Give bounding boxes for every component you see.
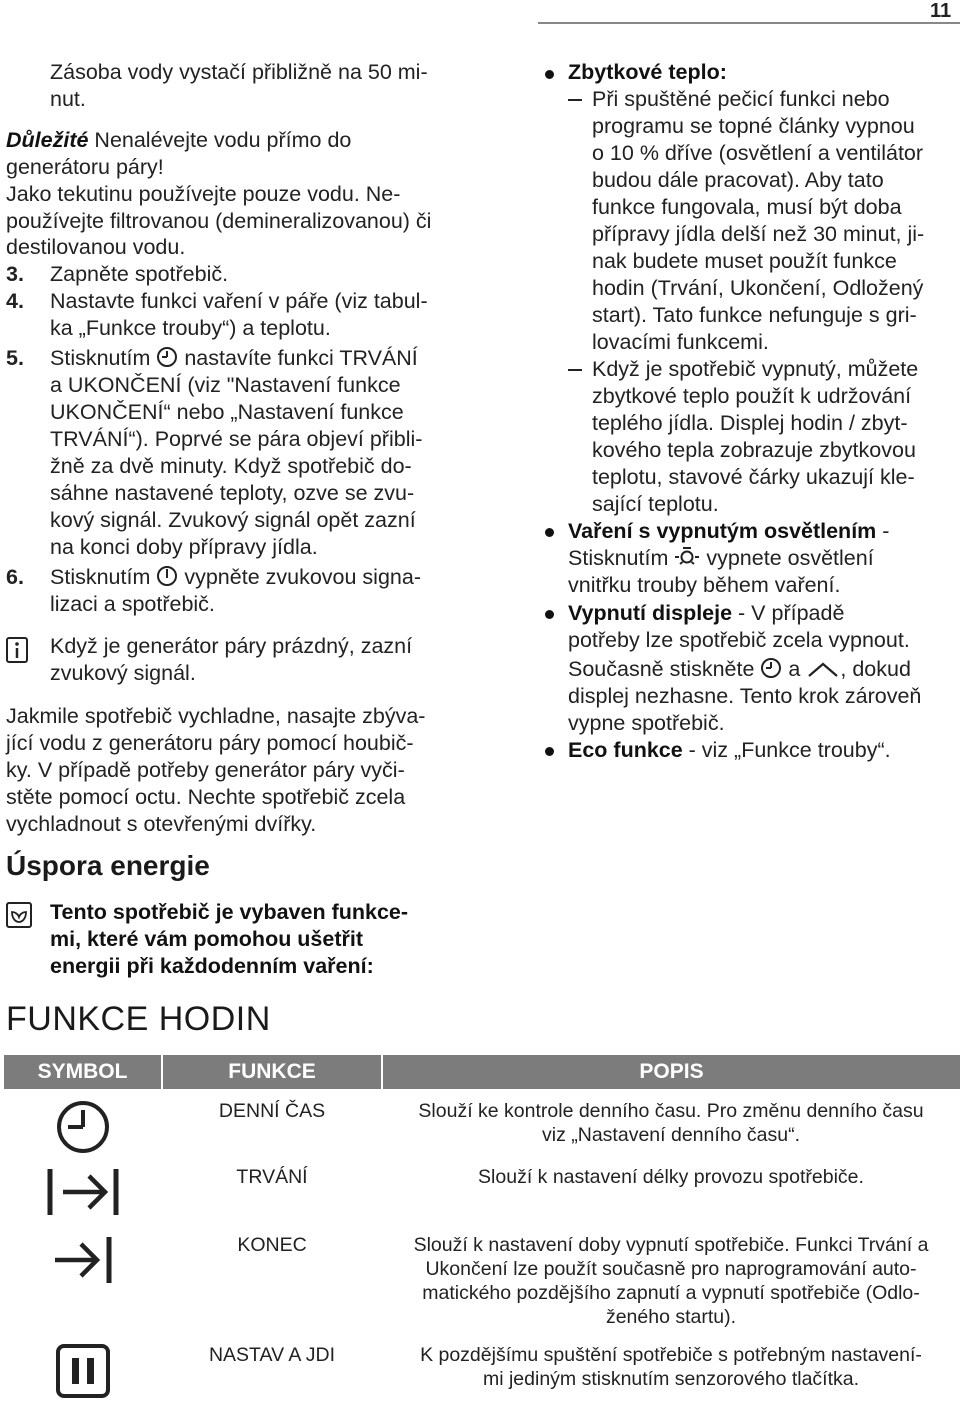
residual-line: start). Tato funkce nefunguje s gri- bbox=[592, 303, 917, 327]
important-note-line: generátoru páry! bbox=[6, 155, 164, 179]
step-text-line: Stisknutím nastavíte funkci TRVÁNÍ bbox=[50, 346, 418, 370]
residual-line: funkce fungovala, musí být doba bbox=[592, 195, 902, 219]
water-text-line: Zásoba vody vystačí přibližně na 50 mi- bbox=[50, 60, 428, 84]
power-icon bbox=[156, 565, 178, 587]
residual-line: kového tepla zobrazuje zbytkovou bbox=[592, 438, 916, 462]
step-number: 3. bbox=[6, 262, 24, 286]
page-number: 11 bbox=[930, 0, 952, 22]
display-off-line: displej nezhasne. Tento krok zároveň bbox=[568, 684, 922, 708]
important-note-line: používejte filtrovanou (demineralizovanou) či bbox=[6, 209, 432, 233]
info-note-line: zvukový signál. bbox=[50, 661, 196, 685]
energy-note-line: Tento spotřebič je vybaven funkce- bbox=[50, 900, 409, 924]
cooldown-line: ky. V případě potřeby generátor páry vyči- bbox=[6, 758, 405, 782]
bullet-dot bbox=[545, 610, 554, 619]
cooldown-line: vychladnout s otevřenými dvířky. bbox=[6, 812, 317, 836]
step-text: sáhne nastavené teploty, ozve se zvu- bbox=[50, 481, 415, 505]
step-text-line: Stisknutím vypněte zvukovou signa- bbox=[50, 565, 421, 589]
description-cell: Slouží ke kontrole denního času. Pro změnu denního času viz „Nastavení denního času“. bbox=[382, 1090, 960, 1156]
symbol-cell bbox=[4, 1156, 162, 1224]
function-cell: KONEC bbox=[162, 1224, 382, 1334]
cooldown-line: jící vodu z generátoru páry pomocí houbič- bbox=[6, 731, 414, 755]
header-rule bbox=[538, 22, 960, 24]
step-text: na konci doby přípravy jídla. bbox=[50, 535, 318, 559]
time-delay-icon bbox=[55, 1343, 111, 1399]
energy-note-line: energii při každodenním vaření: bbox=[50, 954, 374, 978]
important-note-line: Důležité Nenalévejte vodu přímo do bbox=[6, 128, 352, 152]
step-number: 5. bbox=[6, 346, 24, 370]
residual-line: o 10 % dříve (osvětlení a ventilátor bbox=[592, 141, 924, 165]
info-note-line: Když je generátor páry prázdný, zazní bbox=[50, 634, 413, 658]
chevron-up-icon bbox=[806, 659, 840, 679]
info-icon bbox=[6, 637, 28, 663]
step-text: kový signál. Zvukový signál opět zazní bbox=[50, 508, 416, 532]
table-row bbox=[4, 1090, 960, 1156]
bullet-dot bbox=[545, 528, 554, 537]
display-off-line: potřeby lze spotřebič zcela vypnout. bbox=[568, 628, 910, 652]
important-label: Důležité bbox=[6, 128, 89, 152]
dash-marker bbox=[568, 369, 582, 371]
energy-heading: Úspora energie bbox=[6, 850, 210, 881]
col-header-symbol: SYMBOL bbox=[4, 1055, 162, 1090]
residual-line: budou dále pracovat). Aby tato bbox=[592, 168, 884, 192]
function-cell: NASTAV A JDI bbox=[162, 1334, 382, 1403]
symbol-cell bbox=[4, 1224, 162, 1334]
step-text: Zapněte spotřebič. bbox=[50, 262, 229, 286]
description-cell: K pozdějšímu spuštění spotřebiče s potřebným nastavení- mi jediným stisknutím senzorového tlačítka. bbox=[382, 1334, 960, 1403]
end-icon bbox=[51, 1233, 115, 1287]
step-text: ka „Funkce trouby“) a teplotu. bbox=[50, 316, 331, 340]
table-row bbox=[4, 1334, 960, 1403]
display-off-title-line: Vypnutí displeje - V případě bbox=[568, 601, 845, 625]
description-cell: Slouží k nastavení doby vypnutí spotřebiče. Funkci Trvání a Ukončení lze použít současně pro naprogramování auto- matického pozdějšího zapnutí a vypnutí spotřebiče (Odlo- ženého startu). bbox=[382, 1224, 960, 1334]
display-off-line: Současně stiskněte a , dokud bbox=[568, 657, 911, 681]
step-number: 4. bbox=[6, 289, 24, 313]
col-header-function: FUNKCE bbox=[162, 1055, 382, 1090]
clock-functions-heading: FUNKCE HODIN bbox=[6, 1000, 271, 1038]
clock-icon bbox=[156, 346, 178, 368]
cooldown-line: stěte pomocí octu. Nechte spotřebič zcela bbox=[6, 785, 406, 809]
step-text: lizaci a spotřebič. bbox=[50, 592, 215, 616]
important-note-line: destilovanou vodu. bbox=[6, 235, 186, 259]
table-row bbox=[4, 1224, 960, 1334]
residual-line: Při spuštěné pečicí funkci nebo bbox=[592, 87, 890, 111]
description-cell: Slouží k nastavení délky provozu spotřebiče. bbox=[382, 1156, 960, 1224]
residual-line: teplého jídla. Displej hodin / zbyt- bbox=[592, 411, 908, 435]
residual-heat-title: Zbytkové teplo: bbox=[568, 60, 727, 84]
clock-icon bbox=[760, 657, 782, 679]
step-text: UKONČENÍ“ nebo „Nastavení funkce bbox=[50, 400, 404, 424]
cooldown-line: Jakmile spotřebič vychladne, nasajte zbýva- bbox=[6, 704, 426, 728]
energy-note-line: mi, které vám pomohou ušetřit bbox=[50, 927, 364, 951]
step-text: Nastavte funkci vaření v páře (viz tabul- bbox=[50, 289, 428, 313]
bullet-dot bbox=[545, 70, 554, 79]
clock-functions-table bbox=[4, 1055, 960, 1403]
residual-line: lovacími funkcemi. bbox=[592, 330, 769, 354]
residual-line: sající teplotu. bbox=[592, 492, 719, 516]
function-cell: TRVÁNÍ bbox=[162, 1156, 382, 1224]
residual-line: programu se topné články vypnou bbox=[592, 114, 915, 138]
display-off-line: vypne spotřebič. bbox=[568, 711, 725, 735]
bullet-dot bbox=[545, 747, 554, 756]
step-text: a UKONČENÍ (viz "Nastavení funkce bbox=[50, 373, 401, 397]
residual-line: Když je spotřebič vypnutý, můžete bbox=[592, 357, 919, 381]
residual-line: nak budete muset použít funkce bbox=[592, 249, 897, 273]
residual-line: zbytkové teplo použít k udržování bbox=[592, 384, 912, 408]
function-cell: DENNÍ ČAS bbox=[162, 1090, 382, 1156]
lamp-icon bbox=[674, 546, 700, 568]
eco-leaf-icon bbox=[6, 902, 32, 928]
residual-line: přípravy jídla delší než 30 minut, ji- bbox=[592, 222, 925, 246]
duration-icon bbox=[45, 1165, 121, 1219]
residual-line: teplotu, stavové čárky ukazují kle- bbox=[592, 465, 915, 489]
important-note-line: Jako tekutinu používejte pouze vodu. Ne- bbox=[6, 182, 401, 206]
eco-function-line: Eco funkce - viz „Funkce trouby“. bbox=[568, 738, 891, 762]
step-text: TRVÁNÍ“). Poprvé se pára objeví přibli- bbox=[50, 427, 423, 451]
residual-line: hodin (Trvání, Ukončení, Odložený bbox=[592, 276, 924, 300]
step-number: 6. bbox=[6, 565, 24, 589]
dash-marker bbox=[568, 99, 582, 101]
symbol-cell bbox=[4, 1090, 162, 1156]
light-off-line: Stisknutím vypnete osvětlení bbox=[568, 546, 874, 570]
table-row bbox=[4, 1156, 960, 1224]
col-header-description: POPIS bbox=[382, 1055, 960, 1090]
clock-icon bbox=[55, 1099, 111, 1155]
symbol-cell bbox=[4, 1334, 162, 1403]
light-off-line: vnitřku trouby během vaření. bbox=[568, 573, 841, 597]
water-text-line: nut. bbox=[50, 87, 86, 111]
step-text: žně za dvě minuty. Když spotřebič do- bbox=[50, 454, 412, 478]
light-off-title-line: Vaření s vypnutým osvětlením - bbox=[568, 519, 890, 543]
